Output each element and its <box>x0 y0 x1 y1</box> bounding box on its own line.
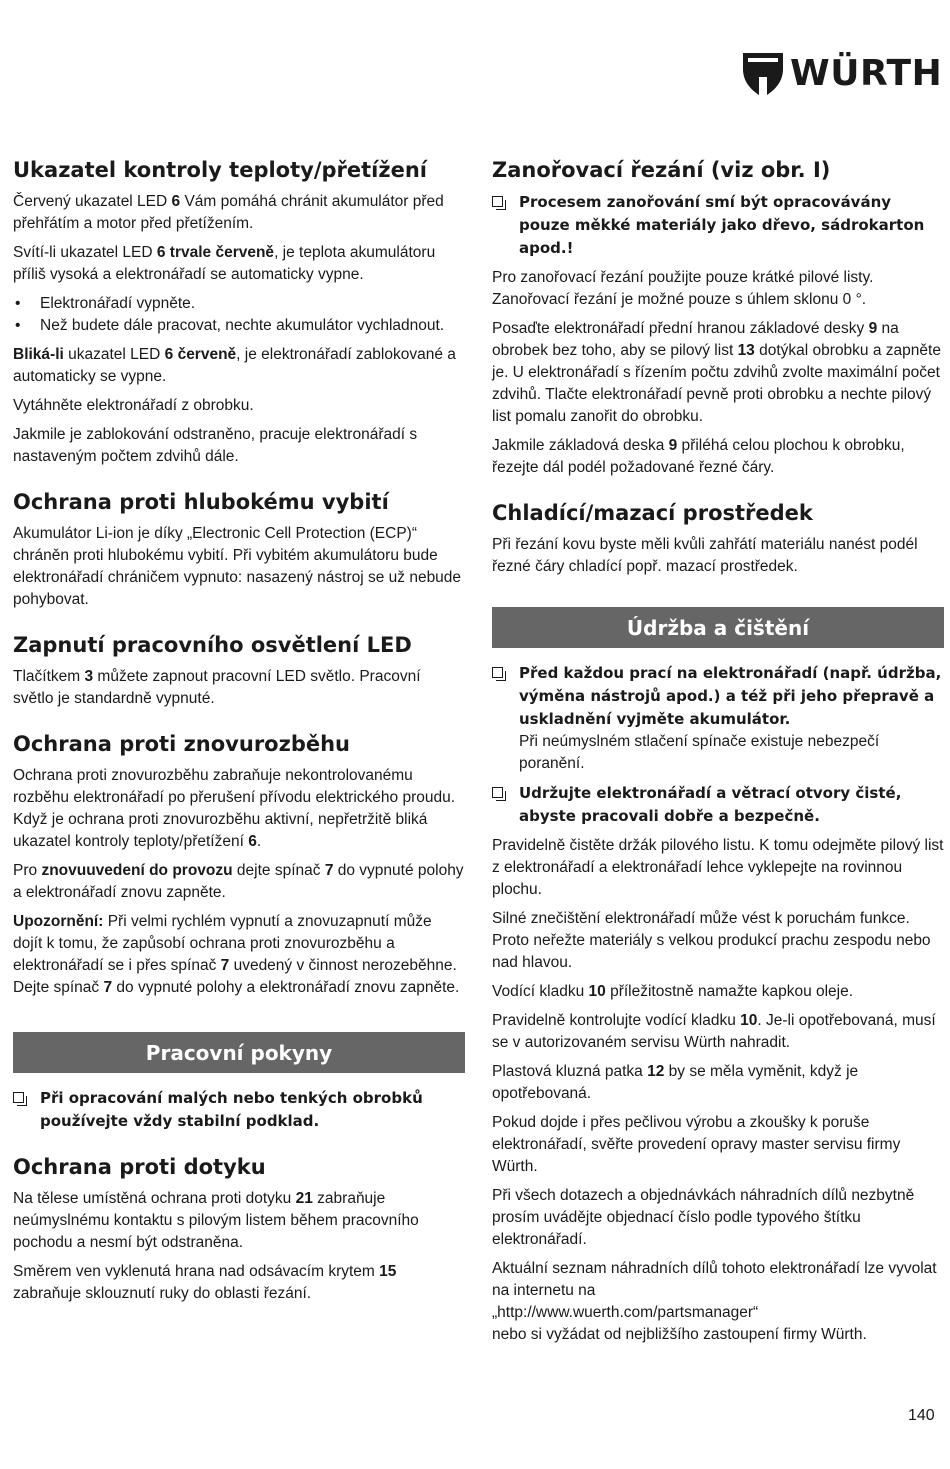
paragraph: Plastová kluzná patka 12 by se měla vyměnit, když je opotřebovaná. <box>492 1063 859 1102</box>
paragraph: Při všech dotazech a objednávkách náhradních dílů nezbytně prosím uvádějte objednací číslo podle typového štítku elektronářadí. <box>492 1187 915 1248</box>
checkbox-bullet-icon <box>492 787 503 798</box>
warning-item: Při opracování malých nebo tenkých obrobků používejte vždy stabilní podklad. <box>13 1087 465 1133</box>
paragraph: Silné znečištění elektronářadí může vést k poruchám funkce. Proto neřežte materiály s velkou produkcí prachu zespodu nebo nad hlavou. <box>492 910 931 971</box>
heading-coolant: Chladící/mazací prostředek <box>492 501 813 525</box>
paragraph: Ochrana proti znovurozběhu zabraňuje nekontrolovanému rozběhu elektronářadí po přerušení přívodu elektrického proudu. Když je ochrana proti znovurozběhu aktivní, nepřetržitě bliká ukazatel kontroly teploty/přetížení 6. <box>13 767 456 850</box>
paragraph: Bliká-li ukazatel LED 6 červeně, je elektronářadí zablokované a automaticky se vypne. <box>13 346 456 385</box>
paragraph: Vodící kladku 10 příležitostně namažte kapkou oleje. <box>492 983 854 1000</box>
paragraph: Směrem ven vyklenutá hrana nad odsávacím krytem 15 zabraňuje sklouznutí ruky do oblasti řezání. <box>13 1263 397 1302</box>
left-column <box>13 155 465 1312</box>
paragraph: Pro zanořovací řezání použijte pouze krátké pilové listy. Zanořovací řezání je možné pouze s úhlem sklonu 0 °. <box>492 269 874 308</box>
paragraph: Akumulátor Li-ion je díky „Electronic Cell Protection (ECP)“ chráněn proti hlubokému vybití. Při vybitém akumulátoru bude elektronářadí chráničem vypnuto: nasazený nástroj se už nebude pohybovat. <box>13 525 462 608</box>
paragraph: Upozornění: Při velmi rychlém vypnutí a znovuzapnutí může dojít k tomu, že zapůsobí ochrana proti znovurozběhu a elektronářadí se i přes spínač 7 uvedený v činnost nerozeběhne. Dejte spínač 7 do vypnuté polohy a elektronářadí znovu zapněte. <box>13 913 460 996</box>
paragraph: Při řezání kovu byste měli kvůli zahřátí materiálu nanést podél řezné čáry chladící popř. mazací prostředek. <box>492 536 918 575</box>
brand-name: WÜRTH <box>790 53 943 94</box>
paragraph: Aktuální seznam náhradních dílů tohoto elektronářadí lze vyvolat na internetu na „http://www.wuerth.com/partsmanager“ nebo si vyžádat od nejbližšího zastoupení firmy Würth. <box>492 1260 937 1343</box>
paragraph: Pravidelně kontrolujte vodící kladku 10. Je-li opotřebovaná, musí se v autorizovaném servisu Würth nahradit. <box>492 1012 936 1051</box>
heading-work-light: Zapnutí pracovního osvětlení LED <box>13 633 412 657</box>
paragraph: Svítí-li ukazatel LED 6 trvale červeně, je teplota akumulátoru příliš vysoká a elektronářadí se automaticky vypne. <box>13 244 436 283</box>
paragraph: Vytáhněte elektronářadí z obrobku. <box>13 397 254 414</box>
heading-restart-protection: Ochrana proti znovurozběhu <box>13 732 350 756</box>
paragraph: Pro znovuuvedení do provozu dejte spínač 7 do vypnuté polohy a elektronářadí znovu zapněte. <box>13 862 464 901</box>
heading-touch-protection: Ochrana proti dotyku <box>13 1155 266 1179</box>
warning-item: Před každou prací na elektronářadí (např. údržba, výměna nástrojů apod.) a též při jeho přepravě a uskladnění vyjměte akumulátor. Při neúmyslném stlačení spínače existuje nebezpečí poranění. <box>492 662 944 775</box>
wurth-logo <box>742 50 942 98</box>
list-item: • Elektronářadí vypněte. <box>13 293 465 315</box>
paragraph: Jakmile základová deska 9 přiléhá celou plochou k obrobku, řezejte dál podél požadované řezné čáry. <box>492 437 905 476</box>
paragraph: Červený ukazatel LED 6 Vám pomáhá chránit akumulátor před přehřátím a motor před přetížením. <box>13 193 444 232</box>
heading-deep-discharge: Ochrana proti hlubokému vybití <box>13 490 389 514</box>
checkbox-bullet-icon <box>492 196 503 207</box>
paragraph: Jakmile je zablokování odstraněno, pracuje elektronářadí s nastaveným počtem zdvihů dále. <box>13 426 418 465</box>
warning-item: Procesem zanořování smí být opracovávány pouze měkké materiály jako dřevo, sádrokarton apod.! <box>492 191 944 260</box>
parts-url: „http://www.wuerth.com/partsmanager“ <box>492 1304 759 1321</box>
checkbox-bullet-icon <box>13 1092 24 1103</box>
warning-item: Udržujte elektronářadí a větrací otvory čisté, abyste pracovali dobře a bezpečně. <box>492 782 944 828</box>
section-band-work-instructions: Pracovní pokyny <box>13 1032 465 1073</box>
paragraph: Pravidelně čistěte držák pilového listu. K tomu odejměte pilový list z elektronářadí a elektronářadí lehce vyklepejte na rovinnou plochu. <box>492 837 944 898</box>
right-column <box>492 155 944 1353</box>
page-number: 140 <box>908 1407 935 1424</box>
paragraph: Tlačítkem 3 můžete zapnout pracovní LED světlo. Pracovní světlo je standardně vypnuté. <box>13 668 421 707</box>
heading-plunge-cutting: Zanořovací řezání (viz obr. I) <box>492 158 831 182</box>
paragraph: Pokud dojde i přes pečlivou výrobu a zkoušky k poruše elektronářadí, svěřte provedení opravy master servisu firmy Würth. <box>492 1114 901 1175</box>
bullet-list <box>13 293 465 337</box>
paragraph: Na tělese umístěná ochrana proti dotyku 21 zabraňuje neúmyslnému kontaktu s pilovým listem během pracovního pochodu a nesmí být odstraněna. <box>13 1190 419 1251</box>
paragraph: Posaďte elektronářadí přední hranou základové desky 9 na obrobek bez toho, aby se pilový list 13 dotýkal obrobku a zapněte je. U elektronářadí s řízením počtu zdvihů zvolte maximální počet zdvihů. Tlačte elektronářadí pevně proti obrobku a nechte pilový list pomalu zanořit do obrobku. <box>492 320 941 425</box>
wurth-logo-icon <box>742 51 784 97</box>
heading-temperature-overload: Ukazatel kontroly teploty/přetížení <box>13 158 427 182</box>
list-item: • Než budete dále pracovat, nechte akumulátor vychladnout. <box>13 315 465 337</box>
checkbox-bullet-icon <box>492 667 503 678</box>
section-band-maintenance: Údržba a čištění <box>492 607 944 648</box>
